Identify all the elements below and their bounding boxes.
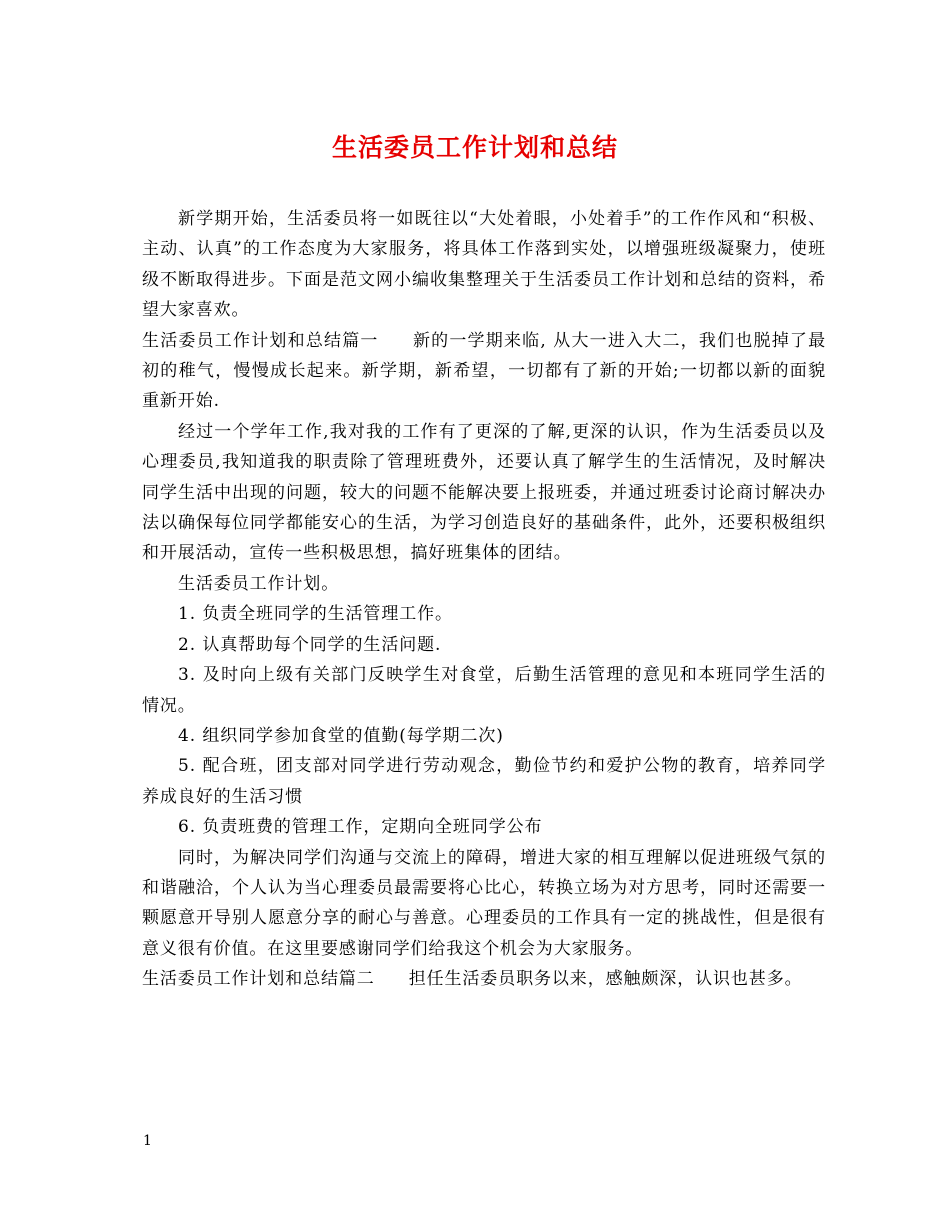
plan-heading: 生活委员工作计划。	[178, 573, 340, 594]
document-body	[142, 204, 826, 995]
document-title: 生活委员工作计划和总结	[331, 133, 618, 162]
page-number: 1	[143, 1133, 152, 1149]
plan-item-3: 3. 及时向上级有关部门反映学生对食堂，后勤生活管理的意见和本班同学生活的情况。	[142, 665, 826, 716]
plan-item-6: 6. 负责班费的管理工作，定期向全班同学公布	[178, 817, 543, 838]
section-one-paragraph	[142, 326, 826, 417]
closing-paragraph: 同时，为解决同学们沟通与交流上的障碍，增进大家的相互理解以促进班级气氛的和谐融洽，个人认为当心理委员最需要将心比心，转换立场为对方思考，同时还需要一颗愿意开导别人愿意分享的耐心与善意。心理委员的工作具有一定的挑战性，但是很有意义很有价值。在这里要感谢同学们给我这个机会为大家服务。	[142, 847, 826, 959]
section-two-text: 担任生活委员职务以来，感触颇深，认识也甚多。	[408, 969, 803, 990]
plan-item-4: 4. 组织同学参加食堂的值勤(每学期二次)	[178, 725, 504, 746]
plan-item-1: 1. 负责全班同学的生活管理工作。	[178, 604, 453, 625]
plan-item-2: 2. 认真帮助每个同学的生活问题.	[178, 634, 442, 655]
section-two-heading: 生活委员工作计划和总结篇二	[142, 969, 375, 990]
section-one-heading: 生活委员工作计划和总结篇一	[142, 330, 379, 351]
plan-item-5: 5. 配合班，团支部对同学进行劳动观念，勤俭节约和爱护公物的教育，培养同学养成良好的生活习惯	[142, 756, 826, 807]
section-one-text: 新的一学期来临, 从大一进入大二，我们也脱掉了最初的稚气，慢慢成长起来。新学期，新希望，一切都有了新的开始;一切都以新的面貌重新开始.	[142, 330, 826, 412]
body-paragraph: 经过一个学年工作,我对我的工作有了更深的了解,更深的认识，作为生活委员以及心理委员,我知道我的职责除了管理班费外，还要认真了解学生的生活情况，及时解决同学生活中出现的问题，较大的问题不能解决要上报班委，并通过班委讨论商讨解决办法以确保每位同学都能安心的生活，为学习创造良好的基础条件，此外，还要积极组织和开展活动，宣传一些积极思想，搞好班集体的团结。	[142, 421, 826, 564]
intro-paragraph: 新学期开始，生活委员将一如既往以“大处着眼，小处着手”的工作作风和“积极、主动、认真”的工作态度为大家服务，将具体工作落到实处，以增强班级凝聚力，使班级不断取得进步。下面是范文网小编收集整理关于生活委员工作计划和总结的资料，希望大家喜欢。	[142, 209, 826, 321]
section-two-paragraph	[142, 964, 826, 994]
